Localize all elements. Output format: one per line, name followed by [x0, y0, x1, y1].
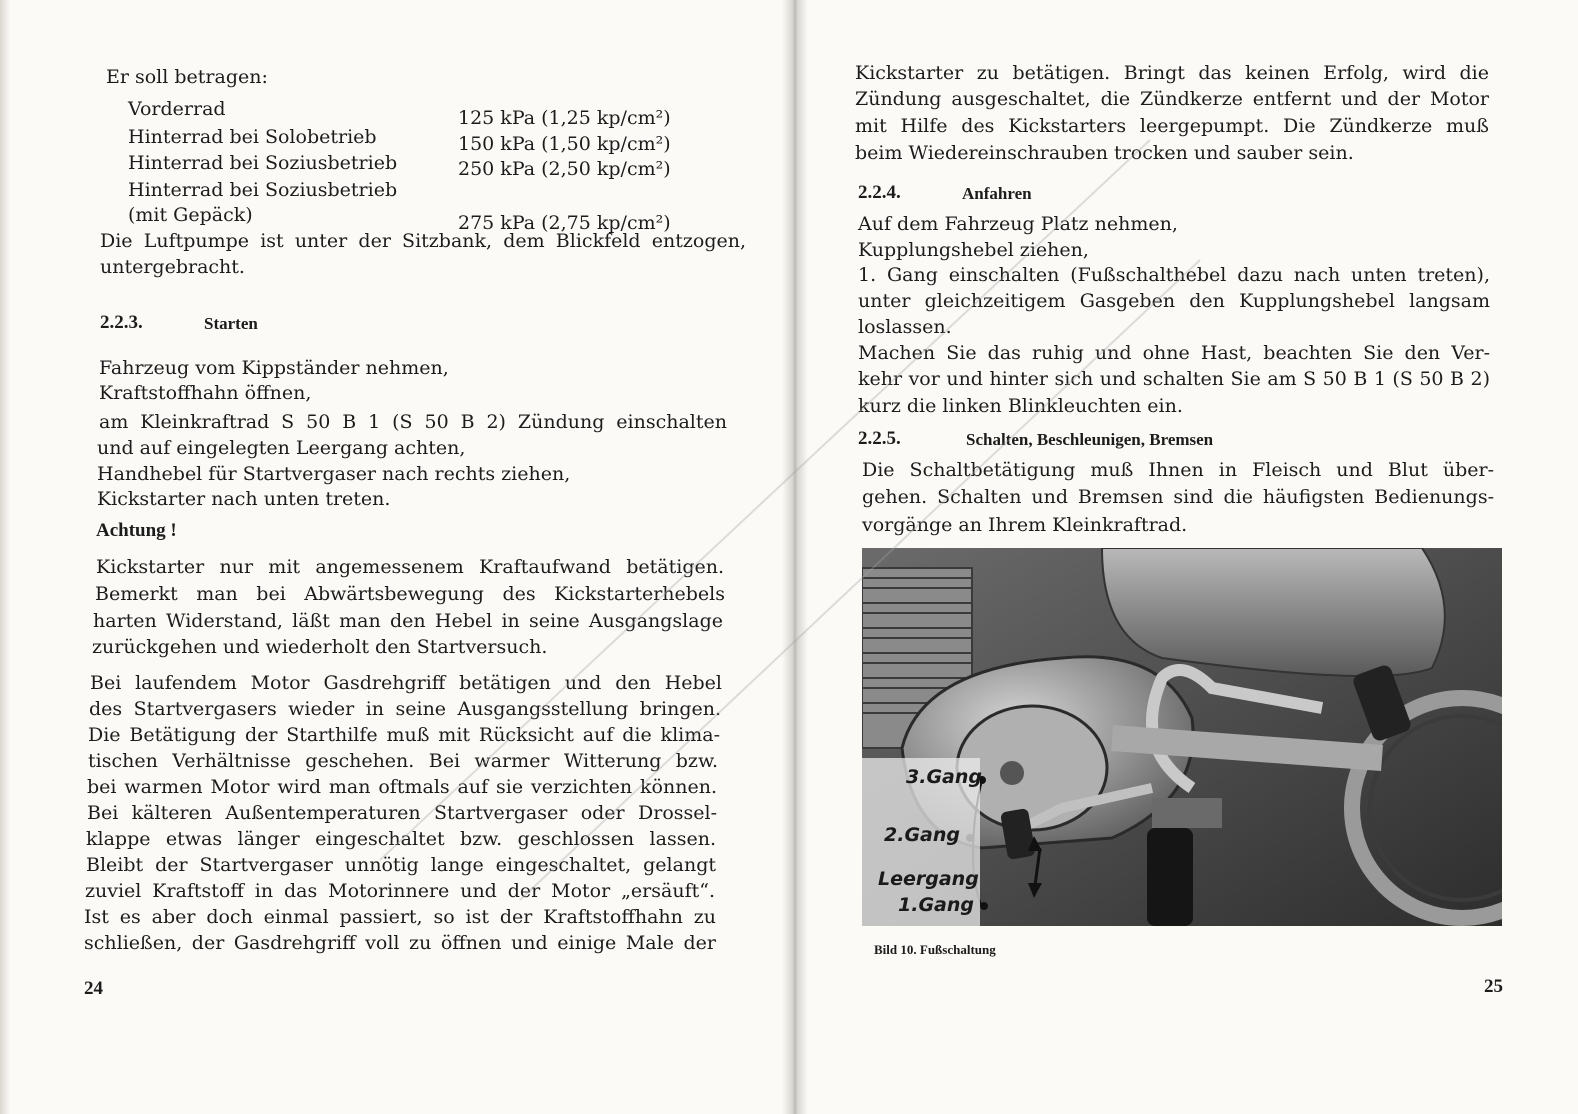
- body-line: harten Widerstand, läßt man den Hebel in seine Ausgangslage: [93, 610, 723, 632]
- body-line: Kickstarter nur mit angemessenem Kraftaufwand betätigen.: [96, 556, 724, 578]
- pressure-label: Hinterrad bei Soziusbetrieb: [128, 179, 398, 201]
- body-line: Handhebel für Startvergaser nach rechts ziehen,: [97, 463, 571, 485]
- body-line: Die Schaltbetätigung muß Ihnen in Fleisch und Blut über-: [862, 459, 1494, 481]
- pressure-label: Hinterrad bei Soziusbetrieb: [128, 152, 398, 174]
- body-line: Die Betätigung der Starthilfe muß mit Rücksicht auf die klima-: [88, 724, 720, 746]
- body-line: 1. Gang einschalten (Fußschalthebel dazu nach unten treten),: [858, 264, 1490, 286]
- body-line: Kraftstoffhahn öffnen,: [99, 382, 312, 404]
- pressure-label: (mit Gepäck): [128, 204, 253, 226]
- body-line: Auf dem Fahrzeug Platz nehmen,: [858, 213, 1178, 235]
- pressure-intro: Er soll betragen:: [106, 66, 268, 88]
- section-title: Anfahren: [962, 184, 1032, 203]
- body-line: am Kleinkraftrad S 50 B 1 (S 50 B 2) Zündung einschalten: [99, 411, 727, 433]
- gear-label: 3.Gang: [906, 766, 982, 788]
- body-line: unter gleichzeitigem Gasgeben den Kupplungshebel langsam: [858, 290, 1490, 312]
- body-line: Zündung ausgeschaltet, die Zündkerze entfernt und der Motor: [855, 88, 1489, 110]
- section-number: 2.2.5.: [858, 428, 901, 449]
- pressure-value: 150 kPa (1,50 kp/cm²): [458, 133, 671, 155]
- page-number-left: 24: [84, 978, 103, 999]
- body-line: Kickstarter zu betätigen. Bringt das keinen Erfolg, wird die: [855, 62, 1489, 84]
- attention-title: Achtung !: [96, 520, 177, 541]
- body-line: bei warmen Motor wird man oftmals auf sie verzichten können.: [87, 776, 717, 798]
- body-line: schließen, der Gasdrehgriff voll zu öffnen und einige Male der: [84, 932, 716, 954]
- section-number: 2.2.3.: [100, 312, 143, 333]
- body-line: Die Luftpumpe ist unter der Sitzbank, dem Blickfeld entzogen,: [100, 230, 746, 252]
- pressure-value: 250 kPa (2,50 kp/cm²): [458, 158, 671, 180]
- gear-label: 1.Gang: [898, 894, 974, 916]
- body-line: Kupplungshebel ziehen,: [858, 239, 1089, 261]
- body-line: gehen. Schalten und Bremsen sind die häufigsten Bedienungs-: [862, 486, 1494, 508]
- body-line: untergebracht.: [100, 256, 245, 278]
- body-line: zuviel Kraftstoff in das Motorinnere und der Motor „ersäuft“.: [85, 880, 715, 902]
- pressure-label: Vorderrad: [128, 98, 226, 120]
- figure-caption: Bild 10. Fußschaltung: [874, 942, 996, 957]
- body-line: Fahrzeug vom Kippständer nehmen,: [99, 357, 449, 379]
- pressure-value: 275 kPa (2,75 kp/cm²): [458, 212, 671, 234]
- section-title: Schalten, Beschleunigen, Bremsen: [966, 430, 1214, 449]
- page-edge-shadow: [0, 0, 10, 1114]
- body-line: Bemerkt man bei Abwärtsbewegung des Kickstarterhebels: [95, 583, 725, 605]
- page-number-right: 25: [1484, 976, 1503, 997]
- section-number: 2.2.4.: [858, 182, 901, 203]
- body-line: beim Wiedereinschrauben trocken und sauber sein.: [855, 142, 1354, 164]
- pressure-value: 125 kPa (1,25 kp/cm²): [458, 107, 671, 129]
- body-line: mit Hilfe des Kickstarters leergepumpt. Die Zündkerze muß: [855, 115, 1489, 137]
- body-line: Ist es aber doch einmal passiert, so ist der Kraftstoffhahn zu: [84, 906, 716, 928]
- body-line: Bleibt der Startvergaser unnötig lange eingeschaltet, gelangt: [86, 854, 716, 876]
- body-line: loslassen.: [858, 316, 952, 338]
- body-line: zurückgehen und wiederholt den Startversuch.: [92, 636, 548, 658]
- body-line: Kickstarter nach unten treten.: [97, 488, 391, 510]
- body-line: Machen Sie das ruhig und ohne Hast, beachten Sie den Ver-: [858, 342, 1490, 364]
- section-title: Starten: [204, 314, 258, 333]
- body-line: vorgänge an Ihrem Kleinkraftrad.: [862, 514, 1188, 536]
- book-gutter: [782, 0, 808, 1114]
- motorcycle-gear-shift-photo: [862, 548, 1502, 926]
- body-line: und auf eingelegten Leergang achten,: [97, 437, 466, 459]
- pressure-label: Hinterrad bei Solobetrieb: [128, 126, 377, 148]
- gear-label: Leergang: [878, 868, 979, 890]
- body-line: Bei kälteren Außentemperaturen Startvergaser oder Drossel-: [87, 802, 717, 824]
- body-line: klappe etwas länger eingeschaltet bzw. geschlossen lassen.: [86, 828, 716, 850]
- body-line: kurz die linken Blinkleuchten ein.: [858, 395, 1183, 417]
- body-line: tischen Verhältnisse geschehen. Bei warmer Witterung bzw.: [88, 750, 718, 772]
- body-line: des Startvergasers wieder in seine Ausgangsstellung bringen.: [89, 698, 721, 720]
- body-line: kehr vor und hinter sich und schalten Sie am S 50 B 1 (S 50 B 2): [858, 368, 1490, 390]
- gear-label: 2.Gang: [884, 824, 960, 846]
- body-line: Bei laufendem Motor Gasdrehgriff betätigen und den Hebel: [90, 672, 722, 694]
